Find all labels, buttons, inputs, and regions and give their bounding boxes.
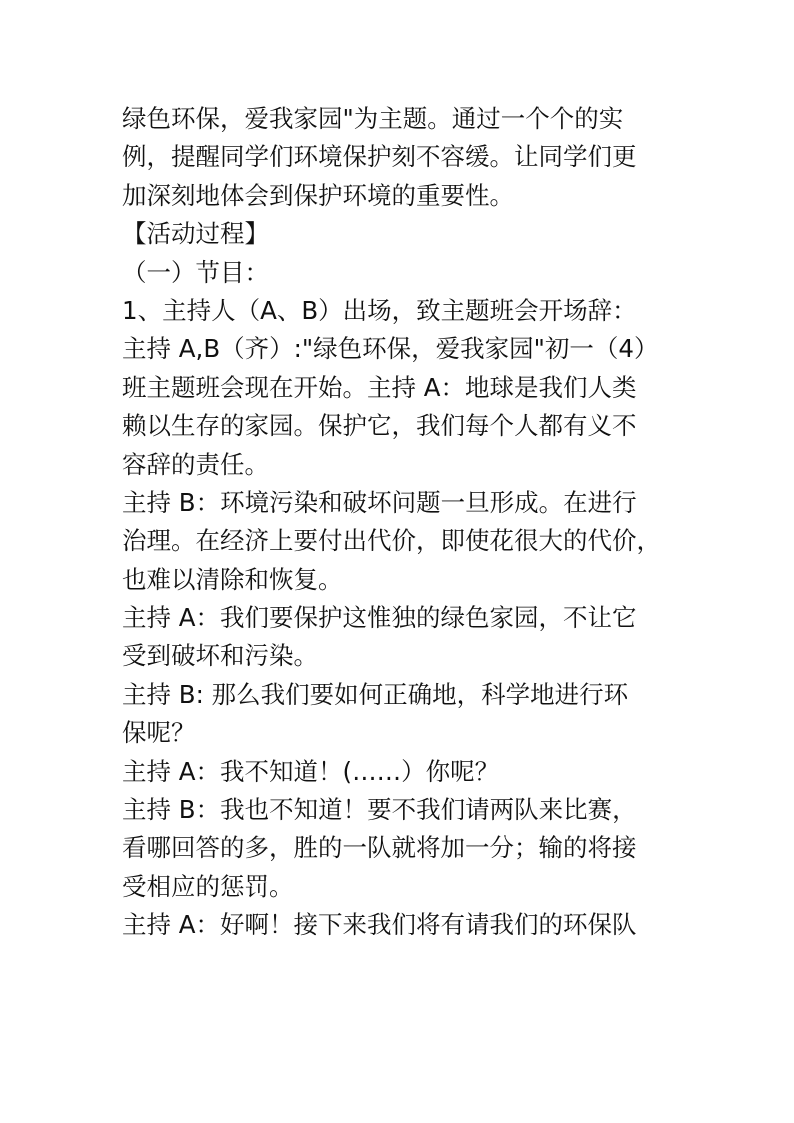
text-line: 赖以生存的家园。保护它，我们每个人都有义不 (122, 411, 637, 441)
document-body-text (122, 100, 682, 945)
text-line: 例，提醒同学们环境保护刻不容缓。让同学们更 (122, 142, 637, 172)
text-line: 绿色环保，爱我家园"为主题。通过一个个的实 (122, 104, 624, 133)
text-line: 治理。在经济上要付出代价，即使花很大的代价， (122, 526, 661, 556)
text-line: 保呢？ (122, 718, 196, 748)
text-line: 主持 B：环境污染和破坏问题一旦形成。在进行 (122, 487, 637, 517)
text-line: 主持 A：我们要保护这惟独的绿色家园，不让它 (122, 603, 637, 633)
text-line: 主持 A：好啊！接下来我们将有请我们的环保队 (122, 910, 637, 940)
text-line: 主持 B: 那么我们要如何正确地，科学地进行环 (122, 679, 629, 709)
text-line: 主持 A：我不知道！(……）你呢？ (122, 756, 500, 786)
text-line: 主持 A,B（齐）:"绿色环保，爱我家园"初一（4） (122, 334, 659, 364)
subsection-heading: （一）节目： (122, 257, 269, 287)
text-line: 主持 B：我也不知道！要不我们请两队来比赛， (122, 795, 637, 825)
text-line: 受到破坏和污染。 (122, 641, 318, 671)
text-line: 班主题班会现在开始。主持 A：地球是我们人类 (122, 372, 637, 402)
text-line: 看哪回答的多，胜的一队就将加一分；输的将接 (122, 833, 637, 863)
text-line: 也难以清除和恢复。 (122, 564, 343, 594)
text-line: 容辞的责任。 (122, 449, 269, 479)
section-heading: 【活动过程】 (122, 219, 269, 249)
text-line: 受相应的惩罚。 (122, 871, 294, 901)
text-line: 加深刻地体会到保护环境的重要性。 (122, 180, 514, 210)
text-line: 1、主持人（A、B）出场，致主题班会开场辞： (122, 295, 637, 325)
